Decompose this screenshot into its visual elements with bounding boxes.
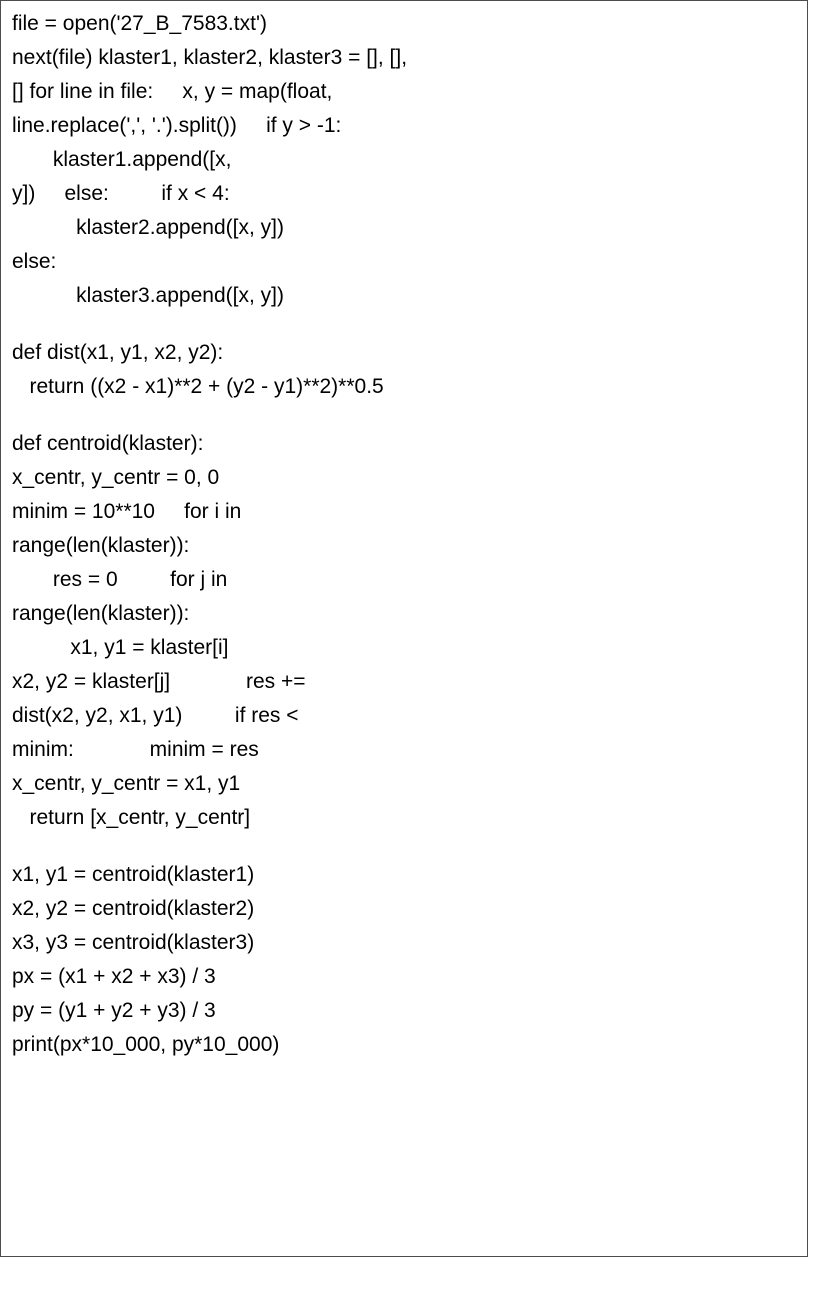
code-line: line.replace(',', '.').split()) if y > -1:	[12, 114, 342, 137]
code-line: x1, y1 = klaster[i]	[12, 636, 229, 659]
code-line: dist(x2, y2, x1, y1) if res <	[12, 704, 299, 727]
code-line: print(px*10_000, py*10_000)	[12, 1033, 280, 1056]
code-line: x3, y3 = centroid(klaster3)	[12, 931, 255, 954]
code-line: x2, y2 = centroid(klaster2)	[12, 897, 255, 920]
code-listing	[12, 7, 802, 1062]
code-line: else:	[12, 250, 57, 273]
code-block-dist-function	[12, 336, 802, 404]
code-line: return [x_centr, y_centr]	[12, 806, 251, 829]
code-line: [] for line in file: x, y = map(float,	[12, 80, 333, 103]
block-spacer	[12, 835, 802, 858]
code-line: def centroid(klaster):	[12, 432, 204, 455]
code-line: range(len(klaster)):	[12, 602, 190, 625]
code-line: klaster1.append([x,	[12, 148, 232, 171]
code-block-file-reading	[12, 7, 802, 313]
block-spacer	[12, 313, 802, 336]
code-block-main	[12, 858, 802, 1062]
code-line: x_centr, y_centr = 0, 0	[12, 466, 220, 489]
code-line: def dist(x1, y1, x2, y2):	[12, 341, 224, 364]
code-line: next(file) klaster1, klaster2, klaster3 = [], [],	[12, 46, 408, 69]
code-line: range(len(klaster)):	[12, 534, 190, 557]
code-line: klaster3.append([x, y])	[12, 284, 284, 307]
code-line: x_centr, y_centr = x1, y1	[12, 772, 241, 795]
code-line: x1, y1 = centroid(klaster1)	[12, 863, 255, 886]
code-line: minim = 10**10 for i in	[12, 500, 242, 523]
code-line: return ((x2 - x1)**2 + (y2 - y1)**2)**0.5	[12, 375, 384, 398]
code-line: x2, y2 = klaster[j] res +=	[12, 670, 306, 693]
code-line: res = 0 for j in	[12, 568, 228, 591]
code-block-centroid-function	[12, 427, 802, 835]
code-line: file = open('27_B_7583.txt')	[12, 12, 267, 35]
code-line: py = (y1 + y2 + y3) / 3	[12, 999, 216, 1022]
code-line: y]) else: if x < 4:	[12, 182, 230, 205]
block-spacer	[12, 404, 802, 427]
code-line: klaster2.append([x, y])	[12, 216, 284, 239]
code-line: minim: minim = res	[12, 738, 259, 761]
code-line: px = (x1 + x2 + x3) / 3	[12, 965, 216, 988]
